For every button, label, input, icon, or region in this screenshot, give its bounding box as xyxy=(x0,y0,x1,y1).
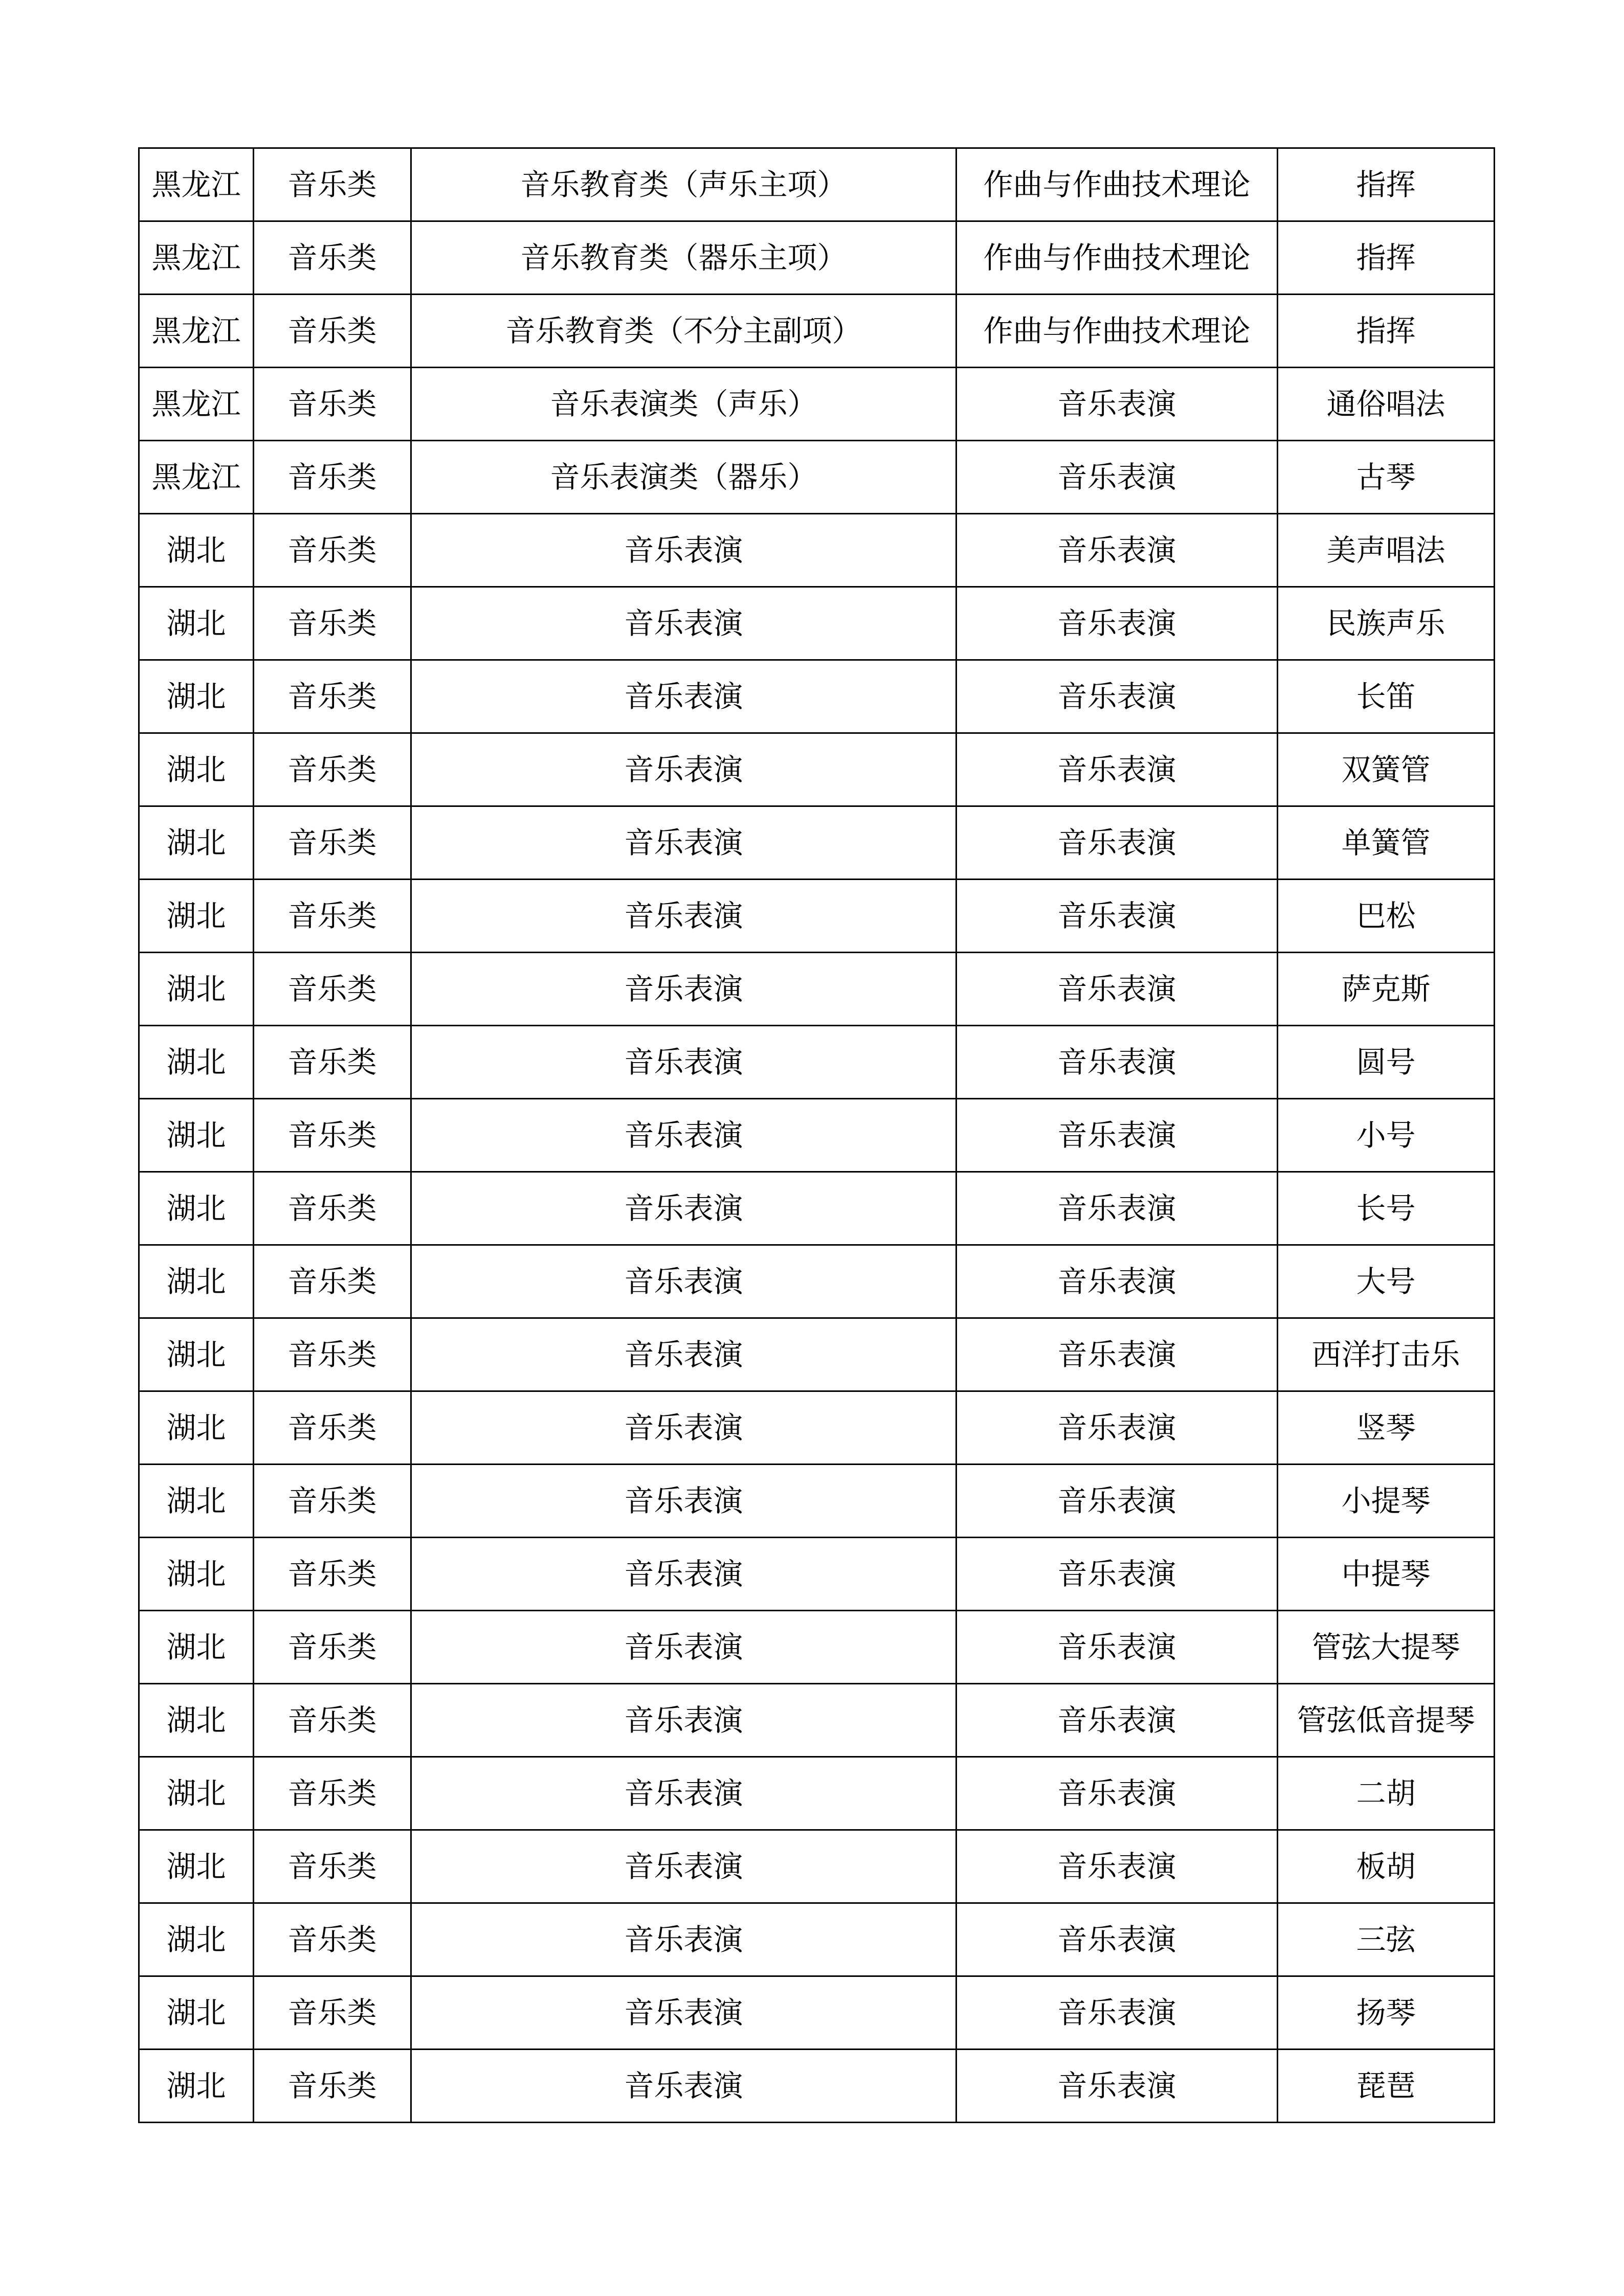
exam-type-cell: 音乐表演 xyxy=(411,1172,956,1245)
province-cell: 湖北 xyxy=(139,806,254,880)
table-row xyxy=(139,1757,1495,1830)
exam-type-cell: 音乐表演 xyxy=(411,1684,956,1757)
direction-cell: 三弦 xyxy=(1278,1903,1495,1976)
table-row xyxy=(139,1245,1495,1318)
category-cell: 音乐类 xyxy=(254,2050,411,2123)
province-cell: 黑龙江 xyxy=(139,148,254,221)
major-cell: 音乐表演 xyxy=(956,1391,1278,1465)
province-cell: 黑龙江 xyxy=(139,221,254,295)
major-cell: 音乐表演 xyxy=(956,1465,1278,1538)
exam-type-cell: 音乐表演 xyxy=(411,1611,956,1684)
exam-type-cell: 音乐表演 xyxy=(411,1026,956,1099)
province-cell: 湖北 xyxy=(139,880,254,953)
province-cell: 湖北 xyxy=(139,1245,254,1318)
category-cell: 音乐类 xyxy=(254,1976,411,2050)
table-row xyxy=(139,1099,1495,1172)
table-row xyxy=(139,953,1495,1026)
table-row xyxy=(139,1318,1495,1391)
major-cell: 音乐表演 xyxy=(956,1026,1278,1099)
province-cell: 湖北 xyxy=(139,660,254,733)
exam-type-cell: 音乐教育类（器乐主项） xyxy=(411,221,956,295)
direction-cell: 通俗唱法 xyxy=(1278,368,1495,441)
direction-cell: 古琴 xyxy=(1278,441,1495,514)
category-cell: 音乐类 xyxy=(254,1318,411,1391)
table-row xyxy=(139,660,1495,733)
exam-type-cell: 音乐表演 xyxy=(411,1757,956,1830)
table-row xyxy=(139,514,1495,587)
exam-type-cell: 音乐表演 xyxy=(411,2050,956,2123)
province-cell: 黑龙江 xyxy=(139,295,254,368)
exam-type-cell: 音乐表演类（声乐） xyxy=(411,368,956,441)
direction-cell: 圆号 xyxy=(1278,1026,1495,1099)
exam-category-table xyxy=(138,147,1495,2123)
direction-cell: 民族声乐 xyxy=(1278,587,1495,660)
category-cell: 音乐类 xyxy=(254,221,411,295)
province-cell: 湖北 xyxy=(139,1757,254,1830)
province-cell: 湖北 xyxy=(139,1172,254,1245)
major-cell: 音乐表演 xyxy=(956,1684,1278,1757)
category-cell: 音乐类 xyxy=(254,1538,411,1611)
major-cell: 音乐表演 xyxy=(956,587,1278,660)
exam-type-cell: 音乐表演 xyxy=(411,1245,956,1318)
table-row xyxy=(139,1830,1495,1903)
exam-type-cell: 音乐表演 xyxy=(411,1391,956,1465)
direction-cell: 小提琴 xyxy=(1278,1465,1495,1538)
direction-cell: 巴松 xyxy=(1278,880,1495,953)
exam-type-cell: 音乐表演 xyxy=(411,514,956,587)
major-cell: 音乐表演 xyxy=(956,1903,1278,1976)
major-cell: 音乐表演 xyxy=(956,880,1278,953)
category-cell: 音乐类 xyxy=(254,1684,411,1757)
exam-type-cell: 音乐表演类（器乐） xyxy=(411,441,956,514)
exam-type-cell: 音乐表演 xyxy=(411,1976,956,2050)
category-cell: 音乐类 xyxy=(254,295,411,368)
category-cell: 音乐类 xyxy=(254,1245,411,1318)
major-cell: 音乐表演 xyxy=(956,1538,1278,1611)
exam-type-cell: 音乐表演 xyxy=(411,1538,956,1611)
category-cell: 音乐类 xyxy=(254,587,411,660)
province-cell: 湖北 xyxy=(139,1976,254,2050)
province-cell: 湖北 xyxy=(139,1830,254,1903)
category-cell: 音乐类 xyxy=(254,1391,411,1465)
table-row xyxy=(139,368,1495,441)
major-cell: 音乐表演 xyxy=(956,806,1278,880)
table-row xyxy=(139,1611,1495,1684)
major-cell: 音乐表演 xyxy=(956,1976,1278,2050)
province-cell: 黑龙江 xyxy=(139,441,254,514)
exam-type-cell: 音乐表演 xyxy=(411,733,956,806)
exam-type-cell: 音乐表演 xyxy=(411,953,956,1026)
province-cell: 湖北 xyxy=(139,1026,254,1099)
direction-cell: 指挥 xyxy=(1278,221,1495,295)
major-cell: 音乐表演 xyxy=(956,1245,1278,1318)
exam-type-cell: 音乐表演 xyxy=(411,587,956,660)
direction-cell: 指挥 xyxy=(1278,295,1495,368)
direction-cell: 管弦大提琴 xyxy=(1278,1611,1495,1684)
direction-cell: 二胡 xyxy=(1278,1757,1495,1830)
direction-cell: 长号 xyxy=(1278,1172,1495,1245)
province-cell: 湖北 xyxy=(139,514,254,587)
category-cell: 音乐类 xyxy=(254,441,411,514)
table-row xyxy=(139,733,1495,806)
major-cell: 音乐表演 xyxy=(956,1611,1278,1684)
major-cell: 音乐表演 xyxy=(956,1099,1278,1172)
direction-cell: 双簧管 xyxy=(1278,733,1495,806)
direction-cell: 萨克斯 xyxy=(1278,953,1495,1026)
direction-cell: 单簧管 xyxy=(1278,806,1495,880)
category-cell: 音乐类 xyxy=(254,1903,411,1976)
province-cell: 湖北 xyxy=(139,1391,254,1465)
province-cell: 湖北 xyxy=(139,1903,254,1976)
exam-type-cell: 音乐表演 xyxy=(411,1830,956,1903)
direction-cell: 琵琶 xyxy=(1278,2050,1495,2123)
major-cell: 音乐表演 xyxy=(956,660,1278,733)
major-cell: 音乐表演 xyxy=(956,514,1278,587)
category-cell: 音乐类 xyxy=(254,148,411,221)
province-cell: 黑龙江 xyxy=(139,368,254,441)
major-cell: 作曲与作曲技术理论 xyxy=(956,295,1278,368)
direction-cell: 板胡 xyxy=(1278,1830,1495,1903)
table-row xyxy=(139,1903,1495,1976)
table-row xyxy=(139,1026,1495,1099)
category-cell: 音乐类 xyxy=(254,1611,411,1684)
major-cell: 音乐表演 xyxy=(956,1318,1278,1391)
province-cell: 湖北 xyxy=(139,953,254,1026)
major-cell: 作曲与作曲技术理论 xyxy=(956,221,1278,295)
major-cell: 音乐表演 xyxy=(956,733,1278,806)
document-table-wrapper xyxy=(138,147,1494,2123)
category-cell: 音乐类 xyxy=(254,953,411,1026)
table-row xyxy=(139,587,1495,660)
major-cell: 音乐表演 xyxy=(956,1757,1278,1830)
direction-cell: 小号 xyxy=(1278,1099,1495,1172)
category-cell: 音乐类 xyxy=(254,806,411,880)
table-row xyxy=(139,441,1495,514)
category-cell: 音乐类 xyxy=(254,660,411,733)
major-cell: 作曲与作曲技术理论 xyxy=(956,148,1278,221)
exam-type-cell: 音乐表演 xyxy=(411,1903,956,1976)
major-cell: 音乐表演 xyxy=(956,953,1278,1026)
major-cell: 音乐表演 xyxy=(956,2050,1278,2123)
direction-cell: 竖琴 xyxy=(1278,1391,1495,1465)
table-row xyxy=(139,1391,1495,1465)
exam-type-cell: 音乐表演 xyxy=(411,880,956,953)
category-cell: 音乐类 xyxy=(254,1026,411,1099)
category-cell: 音乐类 xyxy=(254,368,411,441)
exam-type-cell: 音乐表演 xyxy=(411,1318,956,1391)
table-row xyxy=(139,1684,1495,1757)
direction-cell: 指挥 xyxy=(1278,148,1495,221)
direction-cell: 中提琴 xyxy=(1278,1538,1495,1611)
category-cell: 音乐类 xyxy=(254,514,411,587)
table-row xyxy=(139,148,1495,221)
table-row xyxy=(139,221,1495,295)
exam-type-cell: 音乐表演 xyxy=(411,660,956,733)
major-cell: 音乐表演 xyxy=(956,441,1278,514)
province-cell: 湖北 xyxy=(139,1465,254,1538)
table-row xyxy=(139,2050,1495,2123)
major-cell: 音乐表演 xyxy=(956,1830,1278,1903)
direction-cell: 管弦低音提琴 xyxy=(1278,1684,1495,1757)
province-cell: 湖北 xyxy=(139,1684,254,1757)
table-row xyxy=(139,1538,1495,1611)
table-row xyxy=(139,1976,1495,2050)
direction-cell: 美声唱法 xyxy=(1278,514,1495,587)
category-cell: 音乐类 xyxy=(254,1172,411,1245)
province-cell: 湖北 xyxy=(139,1099,254,1172)
table-body xyxy=(139,148,1495,2123)
direction-cell: 大号 xyxy=(1278,1245,1495,1318)
table-row xyxy=(139,1172,1495,1245)
major-cell: 音乐表演 xyxy=(956,368,1278,441)
category-cell: 音乐类 xyxy=(254,1099,411,1172)
exam-type-cell: 音乐教育类（声乐主项） xyxy=(411,148,956,221)
category-cell: 音乐类 xyxy=(254,1465,411,1538)
direction-cell: 西洋打击乐 xyxy=(1278,1318,1495,1391)
category-cell: 音乐类 xyxy=(254,880,411,953)
category-cell: 音乐类 xyxy=(254,1830,411,1903)
province-cell: 湖北 xyxy=(139,1538,254,1611)
province-cell: 湖北 xyxy=(139,1611,254,1684)
province-cell: 湖北 xyxy=(139,2050,254,2123)
exam-type-cell: 音乐表演 xyxy=(411,806,956,880)
direction-cell: 长笛 xyxy=(1278,660,1495,733)
province-cell: 湖北 xyxy=(139,733,254,806)
table-row xyxy=(139,806,1495,880)
category-cell: 音乐类 xyxy=(254,1757,411,1830)
major-cell: 音乐表演 xyxy=(956,1172,1278,1245)
direction-cell: 扬琴 xyxy=(1278,1976,1495,2050)
exam-type-cell: 音乐表演 xyxy=(411,1099,956,1172)
table-row xyxy=(139,1465,1495,1538)
table-row xyxy=(139,295,1495,368)
exam-type-cell: 音乐表演 xyxy=(411,1465,956,1538)
province-cell: 湖北 xyxy=(139,1318,254,1391)
province-cell: 湖北 xyxy=(139,587,254,660)
table-row xyxy=(139,880,1495,953)
exam-type-cell: 音乐教育类（不分主副项） xyxy=(411,295,956,368)
category-cell: 音乐类 xyxy=(254,733,411,806)
